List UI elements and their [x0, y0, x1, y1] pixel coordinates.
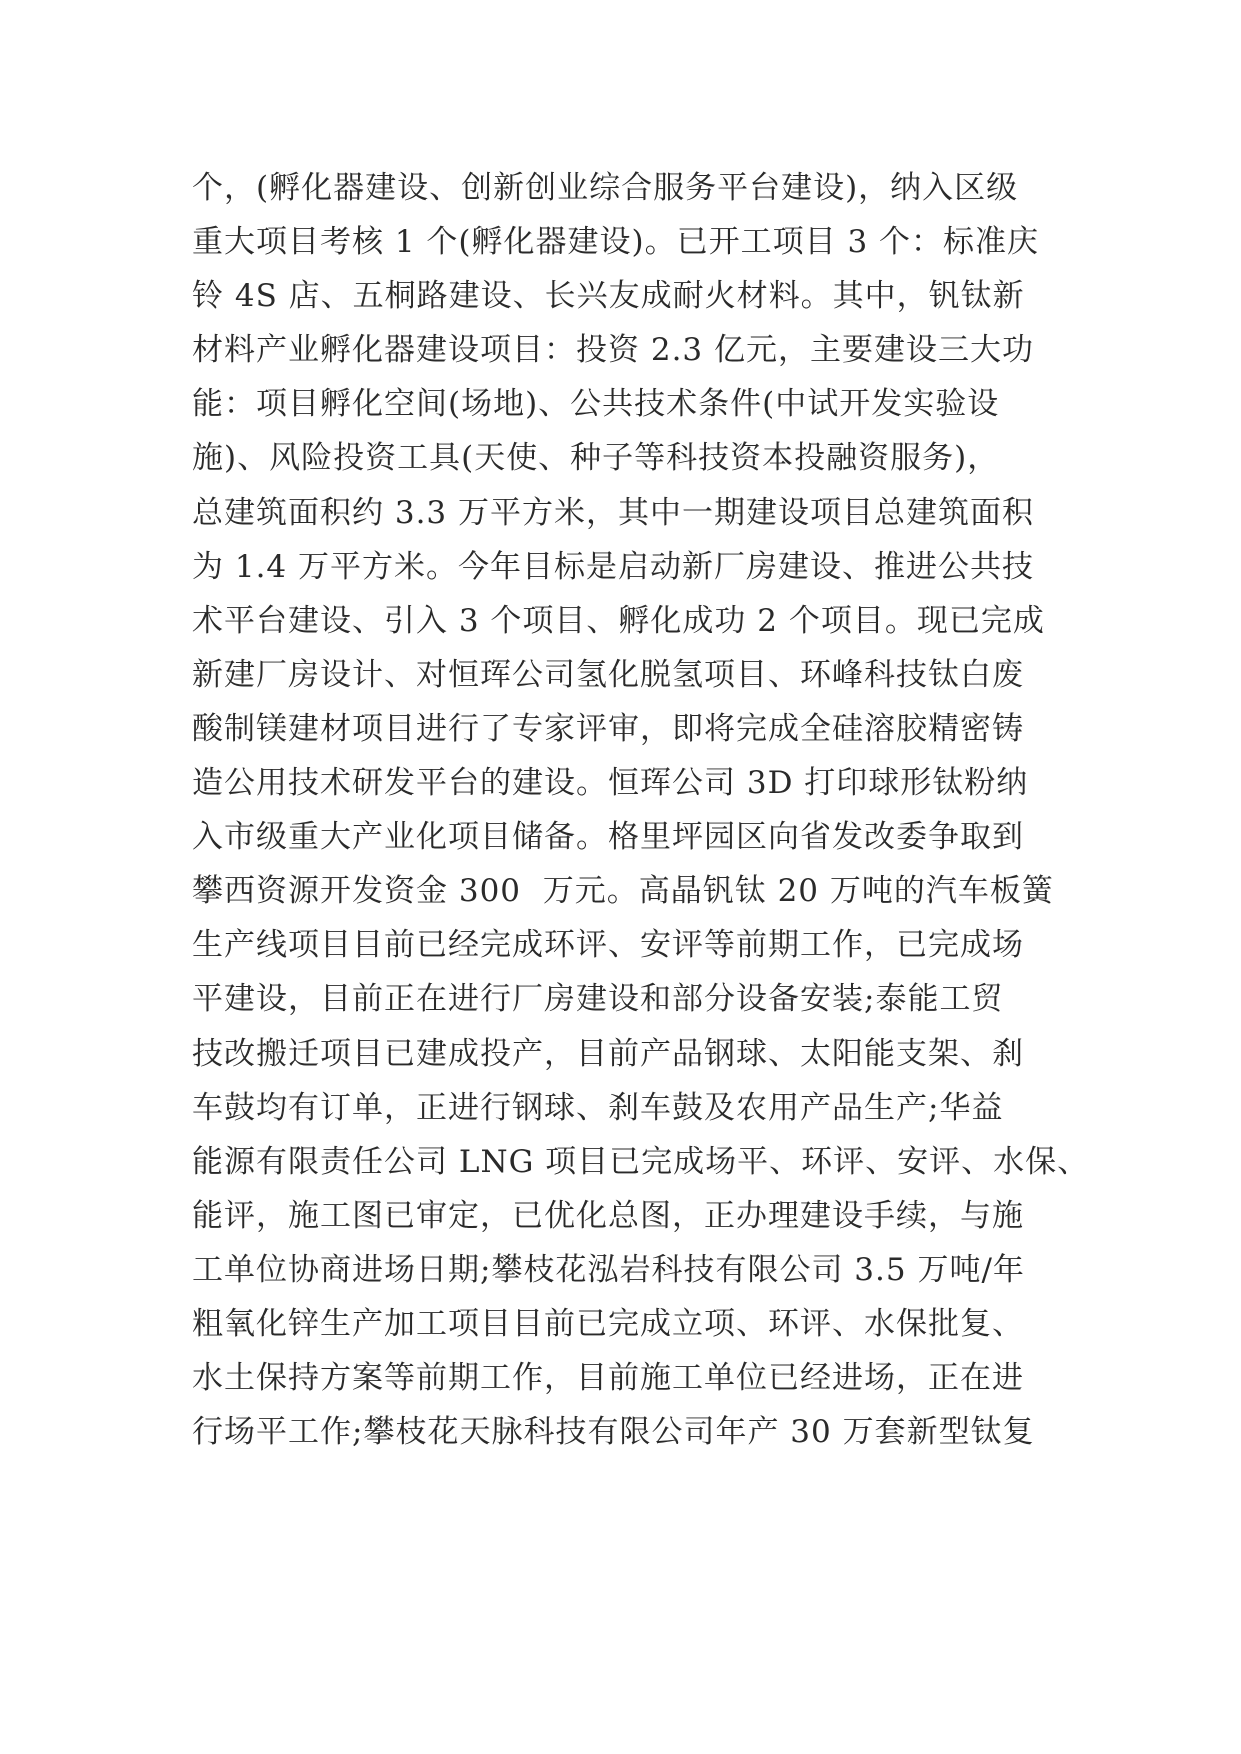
text-line: 材料产业孵化器建设项目：投资 2.3 亿元，主要建设三大功 [192, 332, 1035, 369]
text-line: 行场平工作;攀枝花天脉科技有限公司年产 30 万套新型钛复 [192, 1414, 1035, 1451]
text-line: 攀西资源开发资金 300 万元。高晶钒钛 20 万吨的汽车板簧 [192, 873, 1054, 910]
document-body [192, 161, 1090, 1459]
text-line: 平建设，目前正在进行厂房建设和部分设备安装;泰能工贸 [192, 981, 1004, 1018]
text-line: 重大项目考核 1 个(孵化器建设)。已开工项目 3 个：标准庆 [192, 224, 1040, 261]
text-line: 能评，施工图已审定，已优化总图，正办理建设手续，与施 [192, 1197, 1024, 1234]
text-line: 生产线项目目前已经完成环评、安评等前期工作，已完成场 [192, 927, 1024, 964]
text-line: 入市级重大产业化项目储备。格里坪园区向省发改委争取到 [192, 819, 1024, 856]
text-line: 术平台建设、引入 3 个项目、孵化成功 2 个项目。现已完成 [192, 602, 1045, 639]
text-line: 工单位协商进场日期;攀枝花泓岩科技有限公司 3.5 万吨/年 [192, 1251, 1025, 1288]
text-line: 酸制镁建材项目进行了专家评审，即将完成全硅溶胶精密铸 [192, 710, 1024, 747]
text-line: 施)、风险投资工具(天使、种子等科技资本投融资服务)， [192, 440, 1000, 477]
text-line: 铃 4S 店、五桐路建设、长兴友成耐火材料。其中，钒钛新 [192, 278, 1025, 315]
text-line: 能源有限责任公司 LNG 项目已完成场平、环评、安评、水保、 [192, 1143, 1090, 1180]
text-line: 车鼓均有订单，正进行钢球、刹车鼓及农用产品生产;华益 [192, 1089, 1004, 1126]
text-line: 总建筑面积约 3.3 万平方米，其中一期建设项目总建筑面积 [192, 494, 1035, 531]
text-line: 个，(孵化器建设、创新创业综合服务平台建设)，纳入区级 [192, 170, 1019, 206]
text-line: 能：项目孵化空间(场地)、公共技术条件(中试开发实验设 [192, 386, 1000, 423]
text-line: 粗氧化锌生产加工项目目前已完成立项、环评、水保批复、 [192, 1305, 1024, 1342]
text-line: 新建厂房设计、对恒珲公司氢化脱氢项目、环峰科技钛白废 [192, 656, 1024, 693]
text-line: 为 1.4 万平方米。今年目标是启动新厂房建设、推进公共技 [192, 548, 1035, 585]
text-line: 水土保持方案等前期工作，目前施工单位已经进场，正在进 [192, 1360, 1024, 1397]
text-line: 技改搬迁项目已建成投产，目前产品钢球、太阳能支架、刹 [192, 1035, 1024, 1072]
text-line: 造公用技术研发平台的建设。恒珲公司 3D 打印球形钛粉纳 [192, 765, 1029, 802]
